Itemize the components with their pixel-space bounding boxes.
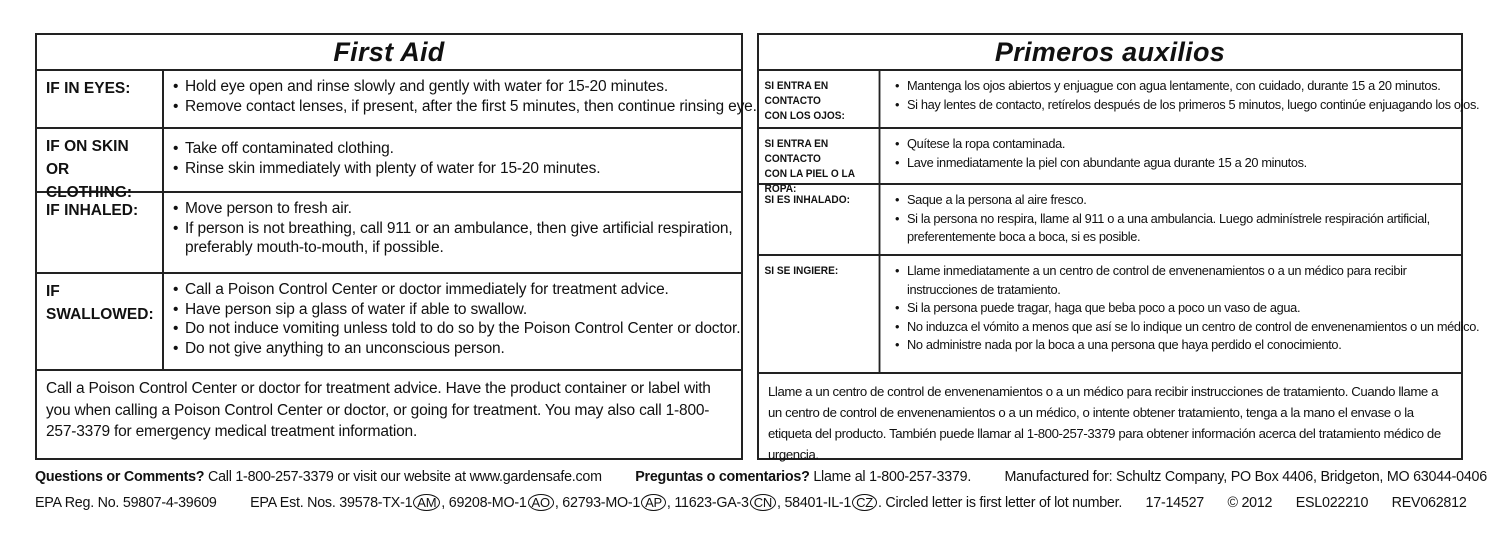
- registration-line: [35, 494, 1467, 512]
- instruction-item: • Take off contaminated clothing.: [173, 139, 737, 159]
- instruction-item: • Rinse skin immediately with plenty of water for 15-20 minutes.: [173, 159, 737, 179]
- establishment: 62793-MO-1 AP ,: [562, 495, 671, 511]
- row-body: [891, 256, 1483, 372]
- instruction-item: • Quítese la ropa contaminada.: [895, 135, 1457, 154]
- instruction-item: • Llame inmediatamente a un centro de control de envenenamientos o a un médico para recibir instrucciones de tratamiento.: [895, 262, 1479, 299]
- row-skin: [37, 129, 741, 201]
- panel-title: Primeros auxilios: [759, 35, 1461, 71]
- establishment: 58401-IL-1 CZ .: [784, 495, 882, 511]
- row-ojos: [759, 71, 1480, 129]
- instruction-item: • Si hay lentes de contacto, retírelos después de los primeros 5 minutos, luego continúe enjuagando los ojos.: [895, 96, 1479, 115]
- row-label-line: CON LA PIEL O LA ROPA:: [764, 168, 855, 195]
- instruction-item: • No induzca el vómito a menos que así se lo indique un centro de control de envenenamientos o un médico.: [895, 318, 1479, 337]
- copyright: © 2012: [1227, 495, 1273, 511]
- primeros-auxilios-panel: [757, 33, 1480, 462]
- establishment: 39578-TX-1 AM ,: [339, 495, 446, 511]
- row-label: IF SWALLOWED:: [37, 274, 164, 369]
- row-label-line: OR CLOTHING:: [46, 161, 133, 201]
- instruction-item: • Do not give anything to an unconscious person.: [173, 339, 740, 359]
- lot-letter-circle: AP: [641, 494, 666, 511]
- row-label: [759, 129, 880, 195]
- questions-text: Call 1-800-257-3379 or visit our website at www.gardensafe.com: [208, 469, 602, 485]
- product-code: 17-14527: [1145, 495, 1204, 511]
- contact-line: [35, 468, 1487, 486]
- establishment-number: 69208-MO-1: [448, 495, 527, 511]
- panel-title: First Aid: [37, 35, 741, 71]
- row-label: IF INHALED:: [37, 193, 164, 272]
- row-label: SI SE INGIERE:: [759, 256, 880, 372]
- row-label: SI ES INHALADO:: [759, 185, 880, 254]
- row-inhalado: [759, 185, 1461, 256]
- row-body: [891, 71, 1483, 127]
- instruction-item: • Move person to fresh air.: [173, 199, 737, 219]
- epa-est-prefix: EPA Est. Nos.: [250, 495, 336, 511]
- row-body: [164, 274, 744, 369]
- instruction-item: • Hold eye open and rinse slowly and gently with water for 15-20 minutes.: [173, 77, 757, 97]
- lot-letter-circle: AM: [413, 494, 440, 511]
- establishment-number: 58401-IL-1: [784, 495, 852, 511]
- instruction-item: • Si la persona puede tragar, haga que beba poco a poco un vaso de agua.: [895, 299, 1479, 318]
- esl-code: ESL022210: [1295, 495, 1369, 511]
- revision-code: REV062812: [1391, 495, 1467, 511]
- row-body: [891, 129, 1461, 183]
- establishment: 11623-GA-3 CN ,: [674, 495, 781, 511]
- instruction-item: • Saque a la persona al aire fresco.: [895, 191, 1457, 210]
- instruction-item: • No administre nada por la boca a una persona que haya perdido el conocimiento.: [895, 336, 1479, 355]
- row-label-line: IF ON SKIN: [46, 138, 129, 155]
- manufacturer-text: Manufactured for: Schultz Company, PO Box 4406, Bridgeton, MO 63044-0406: [1004, 469, 1487, 485]
- establishment-number: 62793-MO-1: [562, 495, 641, 511]
- row-swallowed: [37, 274, 741, 371]
- row-label-line: SI ENTRA EN CONTACTO: [764, 138, 829, 165]
- first-aid-panel: [35, 33, 757, 460]
- row-ingiere: [759, 256, 1480, 374]
- row-body: [164, 193, 741, 272]
- lot-note: Circled letter is first letter of lot number.: [885, 495, 1123, 511]
- instruction-item: • Call a Poison Control Center or doctor immediately for treatment advice.: [173, 280, 740, 300]
- establishment: 69208-MO-1 AO ,: [448, 495, 559, 511]
- instruction-item: • If person is not breathing, call 911 or an ambulance, then give artificial respiration, preferably mouth-to-mouth, if possible.: [173, 219, 737, 258]
- row-body: [891, 185, 1461, 254]
- lot-letter-circle: CZ: [852, 494, 877, 511]
- instruction-item: • Remove contact lenses, if present, after the first 5 minutes, then continue rinsing eye.: [173, 97, 757, 117]
- row-label-line: SI ENTRA EN CONTACTO: [764, 80, 829, 107]
- instruction-item: • Do not induce vomiting unless told to do so by the Poison Control Center or doctor.: [173, 319, 740, 339]
- treatment-advice-note: Llame a un centro de control de envenenamientos o a un médico para recibir instrucciones de tratamiento. Cuando llame a un centro de control de envenenamientos o a un médico, o intente obtener tratamiento, tenga a la mano el envase o la etiqueta del producto. También puede llamar al 1-800-257-3379 para obtener información acerca del tratamiento médico de urgencia.: [768, 384, 1441, 462]
- establishment-number: 11623-GA-3: [674, 495, 749, 511]
- questions-label: Questions or Comments?: [35, 469, 205, 485]
- lot-letter-circle: AO: [528, 494, 554, 511]
- epa-reg-number: EPA Reg. No. 59807-4-39609: [35, 495, 217, 511]
- lot-letter-circle: CN: [750, 494, 776, 511]
- preguntas-text: Llame al 1-800-257-3379.: [813, 469, 972, 485]
- row-body: [164, 129, 741, 191]
- treatment-advice-note: Call a Poison Control Center or doctor for treatment advice. Have the product container or label with you when calling a Poison Control Center or doctor, or going for treatment. You may also call 1-800-257-3379 for emergency medical treatment information.: [46, 380, 711, 440]
- preguntas-label: Preguntas o comentarios?: [635, 469, 810, 485]
- row-label: [759, 71, 880, 127]
- instruction-item: • Mantenga los ojos abiertos y enjuague con agua lentamente, con cuidado, durante 15 a 20 minutos.: [895, 77, 1479, 96]
- instruction-item: • Lave inmediatamente la piel con abundante agua durante 15 a 20 minutos.: [895, 154, 1457, 173]
- row-label: IF IN EYES:: [37, 71, 164, 127]
- instruction-item: • Si la persona no respira, llame al 911 o a una ambulancia. Luego adminístrele respiración artificial, preferentemente boca a boca, si es posible.: [895, 210, 1457, 247]
- row-label: [37, 129, 164, 201]
- instruction-item: • Have person sip a glass of water if able to swallow.: [173, 300, 740, 320]
- row-inhaled: [37, 193, 741, 274]
- row-body: [164, 71, 761, 127]
- row-piel: [759, 129, 1461, 195]
- row-eyes: [37, 71, 757, 129]
- row-label-line: CON LOS OJOS:: [764, 110, 845, 122]
- establishment-number: 39578-TX-1: [339, 495, 413, 511]
